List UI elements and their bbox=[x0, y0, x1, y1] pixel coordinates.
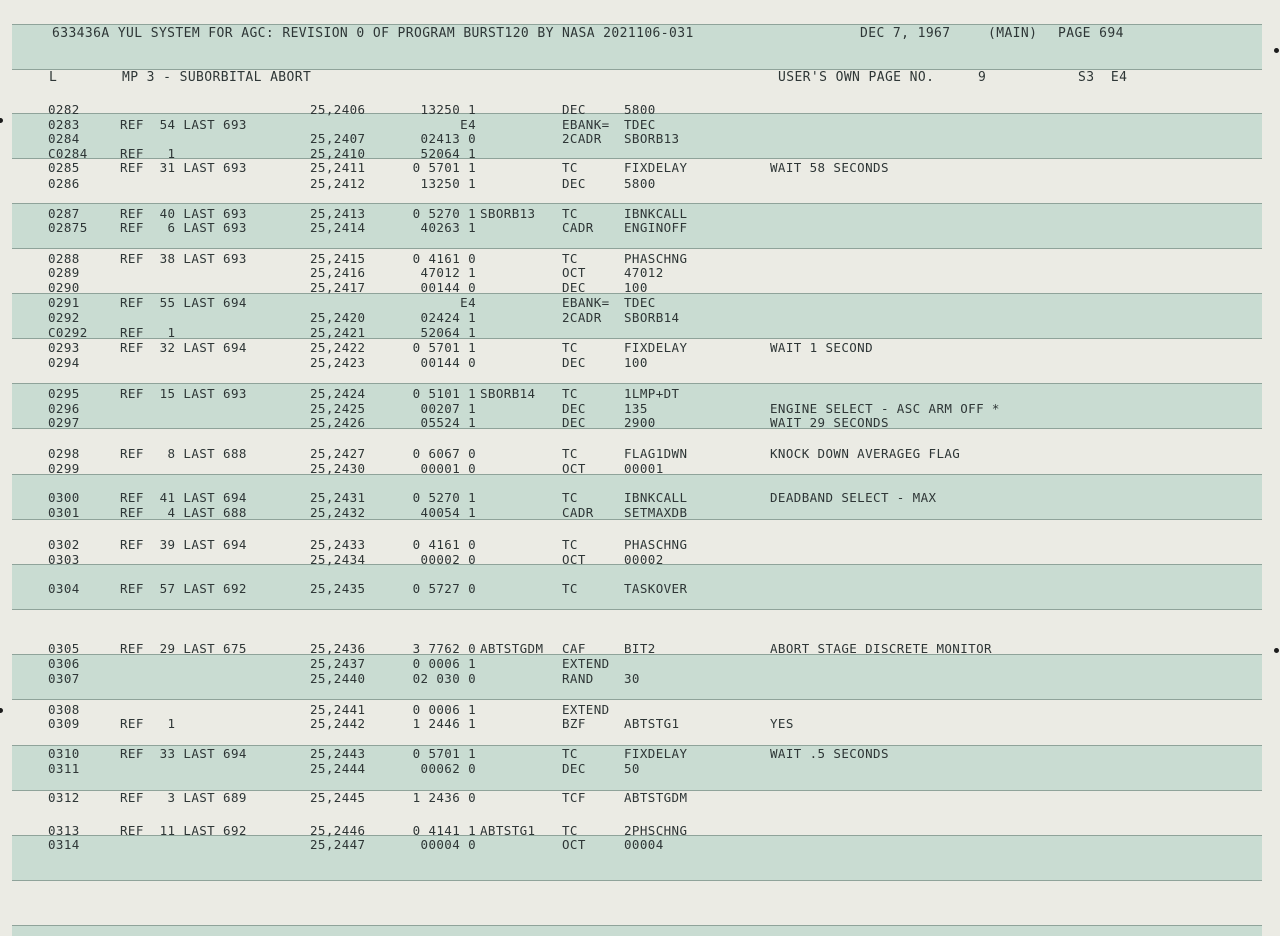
line-word: 02413 0 bbox=[420, 131, 476, 146]
line-operand: FIXDELAY bbox=[624, 746, 688, 761]
line-comment: DEADBAND SELECT - MAX bbox=[770, 490, 937, 505]
line-seq: 0291 bbox=[48, 295, 80, 310]
line-operand: SETMAXDB bbox=[624, 505, 688, 520]
line-operand: TDEC bbox=[624, 117, 656, 132]
line-seq: 0296 bbox=[48, 401, 80, 416]
line-addr: 25,2427 bbox=[310, 446, 366, 461]
line-ref: REF 54 LAST 693 bbox=[120, 117, 247, 132]
line-op: OCT bbox=[562, 265, 586, 280]
line-op: TC bbox=[562, 386, 578, 401]
line-op: DEC bbox=[562, 102, 586, 117]
line-op: RAND bbox=[562, 671, 594, 686]
line-operand: FIXDELAY bbox=[624, 160, 688, 175]
line-addr: 25,2422 bbox=[310, 340, 366, 355]
line-seq: 0285 bbox=[48, 160, 80, 175]
line-comment: YES bbox=[770, 716, 794, 731]
line-seq: 0294 bbox=[48, 355, 80, 370]
line-op: BZF bbox=[562, 716, 586, 731]
line-seq: 0292 bbox=[48, 310, 80, 325]
line-addr: 25,2434 bbox=[310, 552, 366, 567]
line-seq: 0312 bbox=[48, 790, 80, 805]
line-addr: 25,2417 bbox=[310, 280, 366, 295]
line-word: 0 0006 1 bbox=[412, 656, 476, 671]
listing-section: (MAIN) bbox=[988, 26, 1038, 41]
line-operand: IBNKCALL bbox=[624, 490, 688, 505]
line-comment: ENGINE SELECT - ASC ARM OFF * bbox=[770, 401, 1000, 416]
line-word: 0 4161 0 bbox=[412, 251, 476, 266]
line-seq: 0297 bbox=[48, 415, 80, 430]
users-page-label: USER'S OWN PAGE NO. bbox=[778, 70, 935, 85]
line-seq: 0290 bbox=[48, 280, 80, 295]
line-seq: 0314 bbox=[48, 837, 80, 852]
line-comment: WAIT 29 SECONDS bbox=[770, 415, 889, 430]
line-word: 47012 1 bbox=[420, 265, 476, 280]
line-word: 1 2446 1 bbox=[412, 716, 476, 731]
line-ref: REF 8 LAST 688 bbox=[120, 446, 247, 461]
line-ref: REF 1 bbox=[120, 146, 176, 161]
line-word: 0 4161 0 bbox=[412, 537, 476, 552]
line-addr: 25,2406 bbox=[310, 102, 366, 117]
line-seq: 0311 bbox=[48, 761, 80, 776]
line-operand: 100 bbox=[624, 355, 648, 370]
line-word: 00144 0 bbox=[420, 280, 476, 295]
band-rule bbox=[12, 248, 1262, 249]
line-ref: REF 40 LAST 693 bbox=[120, 206, 247, 221]
line-word: 00062 0 bbox=[420, 761, 476, 776]
line-addr: 25,2443 bbox=[310, 746, 366, 761]
line-ref: REF 39 LAST 694 bbox=[120, 537, 247, 552]
line-ref: REF 3 LAST 689 bbox=[120, 790, 247, 805]
line-addr: 25,2440 bbox=[310, 671, 366, 686]
line-op: TC bbox=[562, 340, 578, 355]
line-op: 2CADR bbox=[562, 310, 602, 325]
line-operand: 2PHSCHNG bbox=[624, 823, 688, 838]
line-word: 0 5101 1 bbox=[412, 386, 476, 401]
line-addr: 25,2407 bbox=[310, 131, 366, 146]
line-ref: REF 11 LAST 692 bbox=[120, 823, 247, 838]
line-label: SBORB13 bbox=[480, 206, 536, 221]
line-addr: 25,2441 bbox=[310, 702, 366, 717]
line-operand: 1LMP+DT bbox=[624, 386, 680, 401]
line-addr: 25,2421 bbox=[310, 325, 366, 340]
line-comment: WAIT 1 SECOND bbox=[770, 340, 874, 355]
line-word: 40263 1 bbox=[420, 220, 476, 235]
greenbar bbox=[12, 925, 1262, 936]
line-operand: 30 bbox=[624, 671, 640, 686]
line-ref: REF 38 LAST 693 bbox=[120, 251, 247, 266]
line-addr: 25,2424 bbox=[310, 386, 366, 401]
line-ref: REF 1 bbox=[120, 716, 176, 731]
line-label: ABTSTG1 bbox=[480, 823, 536, 838]
line-addr: 25,2426 bbox=[310, 415, 366, 430]
line-seq: 0308 bbox=[48, 702, 80, 717]
routine-title: MP 3 - SUBORBITAL ABORT bbox=[122, 70, 312, 85]
line-operand: 5800 bbox=[624, 176, 656, 191]
line-op: TC bbox=[562, 746, 578, 761]
line-addr: 25,2437 bbox=[310, 656, 366, 671]
line-seq: 0286 bbox=[48, 176, 80, 191]
line-op: CAF bbox=[562, 641, 586, 656]
line-addr: 25,2430 bbox=[310, 461, 366, 476]
line-word: 0 0006 1 bbox=[412, 702, 476, 717]
line-seq: 0303 bbox=[48, 552, 80, 567]
line-addr: 25,2416 bbox=[310, 265, 366, 280]
line-comment: ABORT STAGE DISCRETE MONITOR bbox=[770, 641, 992, 656]
line-seq: 0293 bbox=[48, 340, 80, 355]
line-op: TC bbox=[562, 537, 578, 552]
line-ref: REF 55 LAST 694 bbox=[120, 295, 247, 310]
line-operand: 100 bbox=[624, 280, 648, 295]
line-comment: KNOCK DOWN AVERAGEG FLAG bbox=[770, 446, 961, 461]
line-operand: 00004 bbox=[624, 837, 664, 852]
line-addr: 25,2442 bbox=[310, 716, 366, 731]
line-comment: WAIT 58 SECONDS bbox=[770, 160, 889, 175]
line-operand: FLAG1DWN bbox=[624, 446, 688, 461]
binder-hole-mark bbox=[0, 708, 3, 713]
line-addr: 25,2412 bbox=[310, 176, 366, 191]
line-ref: REF 4 LAST 688 bbox=[120, 505, 247, 520]
line-word: 0 5270 1 bbox=[412, 490, 476, 505]
line-op: OCT bbox=[562, 552, 586, 567]
line-seq: 0295 bbox=[48, 386, 80, 401]
listing-title: 633436A YUL SYSTEM FOR AGC: REVISION 0 OF PROGRAM BURST120 BY NASA 2021106-031 bbox=[52, 26, 694, 41]
line-word: 00001 0 bbox=[420, 461, 476, 476]
line-label: SBORB14 bbox=[480, 386, 536, 401]
line-addr: 25,2413 bbox=[310, 206, 366, 221]
line-seq: C0284 bbox=[48, 146, 88, 161]
listing-date: DEC 7, 1967 bbox=[860, 26, 951, 41]
line-seq: 0282 bbox=[48, 102, 80, 117]
line-operand: 50 bbox=[624, 761, 640, 776]
line-addr: 25,2411 bbox=[310, 160, 366, 175]
line-word: 0 5701 1 bbox=[412, 160, 476, 175]
line-op: DEC bbox=[562, 176, 586, 191]
line-ref: REF 15 LAST 693 bbox=[120, 386, 247, 401]
line-operand: BIT2 bbox=[624, 641, 656, 656]
line-op: EXTEND bbox=[562, 656, 610, 671]
line-word: E4 bbox=[460, 295, 476, 310]
line-addr: 25,2444 bbox=[310, 761, 366, 776]
band-rule bbox=[12, 699, 1262, 700]
line-addr: 25,2446 bbox=[310, 823, 366, 838]
line-ref: REF 57 LAST 692 bbox=[120, 581, 247, 596]
line-word: 0 5270 1 bbox=[412, 206, 476, 221]
line-operand: TASKOVER bbox=[624, 581, 688, 596]
line-ref: REF 6 LAST 693 bbox=[120, 220, 247, 235]
line-op: EBANK= bbox=[562, 117, 610, 132]
line-word: 52064 1 bbox=[420, 325, 476, 340]
line-seq: 0284 bbox=[48, 131, 80, 146]
line-word: 13250 1 bbox=[420, 176, 476, 191]
line-operand: TDEC bbox=[624, 295, 656, 310]
line-operand: 2900 bbox=[624, 415, 656, 430]
line-op: TC bbox=[562, 490, 578, 505]
line-op: DEC bbox=[562, 401, 586, 416]
band-rule bbox=[12, 338, 1262, 339]
line-seq: 0313 bbox=[48, 823, 80, 838]
line-addr: 25,2436 bbox=[310, 641, 366, 656]
binder-hole-mark bbox=[0, 118, 3, 123]
binder-hole-mark bbox=[1274, 648, 1279, 653]
line-operand: 47012 bbox=[624, 265, 664, 280]
band-rule bbox=[12, 880, 1262, 881]
line-seq: 0302 bbox=[48, 537, 80, 552]
page-number: PAGE 694 bbox=[1058, 26, 1124, 41]
line-addr: 25,2433 bbox=[310, 537, 366, 552]
line-operand: ENGINOFF bbox=[624, 220, 688, 235]
line-word: E4 bbox=[460, 117, 476, 132]
line-word: 0 5701 1 bbox=[412, 340, 476, 355]
band-rule bbox=[12, 158, 1262, 159]
line-seq: 0306 bbox=[48, 656, 80, 671]
line-seq: 0283 bbox=[48, 117, 80, 132]
line-op: CADR bbox=[562, 505, 594, 520]
line-op: TC bbox=[562, 581, 578, 596]
line-operand: 00002 bbox=[624, 552, 664, 567]
line-word: 40054 1 bbox=[420, 505, 476, 520]
line-addr: 25,2415 bbox=[310, 251, 366, 266]
line-seq: C0292 bbox=[48, 325, 88, 340]
line-word: 0 5701 1 bbox=[412, 746, 476, 761]
line-op: TC bbox=[562, 160, 578, 175]
line-label: ABTSTGDM bbox=[480, 641, 544, 656]
line-seq: 0305 bbox=[48, 641, 80, 656]
line-seq: 0307 bbox=[48, 671, 80, 686]
line-seq: 0310 bbox=[48, 746, 80, 761]
line-op: EBANK= bbox=[562, 295, 610, 310]
line-word: 0 5727 0 bbox=[412, 581, 476, 596]
line-operand: 135 bbox=[624, 401, 648, 416]
line-operand: SBORB14 bbox=[624, 310, 680, 325]
line-word: 13250 1 bbox=[420, 102, 476, 117]
line-word: 0 4141 1 bbox=[412, 823, 476, 838]
line-ref: REF 41 LAST 694 bbox=[120, 490, 247, 505]
line-seq: 0300 bbox=[48, 490, 80, 505]
line-ref: REF 29 LAST 675 bbox=[120, 641, 247, 656]
line-word: 1 2436 0 bbox=[412, 790, 476, 805]
line-operand: ABTSTG1 bbox=[624, 716, 680, 731]
line-seq: 0304 bbox=[48, 581, 80, 596]
line-ref: REF 32 LAST 694 bbox=[120, 340, 247, 355]
line-op: TC bbox=[562, 206, 578, 221]
listing-sheet bbox=[12, 0, 1262, 935]
line-addr: 25,2432 bbox=[310, 505, 366, 520]
line-word: 00207 1 bbox=[420, 401, 476, 416]
line-addr: 25,2445 bbox=[310, 790, 366, 805]
line-op: DEC bbox=[562, 761, 586, 776]
line-op: OCT bbox=[562, 837, 586, 852]
line-operand: ABTSTGDM bbox=[624, 790, 688, 805]
line-word: 00144 0 bbox=[420, 355, 476, 370]
binder-hole-mark bbox=[1274, 48, 1279, 53]
line-op: OCT bbox=[562, 461, 586, 476]
line-word: 52064 1 bbox=[420, 146, 476, 161]
line-seq: 0287 bbox=[48, 206, 80, 221]
users-page-number: 9 bbox=[978, 70, 987, 85]
line-addr: 25,2431 bbox=[310, 490, 366, 505]
line-seq: 0309 bbox=[48, 716, 80, 731]
line-op: CADR bbox=[562, 220, 594, 235]
line-operand: 00001 bbox=[624, 461, 664, 476]
line-addr: 25,2435 bbox=[310, 581, 366, 596]
line-seq: 02875 bbox=[48, 220, 88, 235]
log-section-letter: L bbox=[49, 70, 58, 85]
line-word: 02424 1 bbox=[420, 310, 476, 325]
line-word: 02 030 0 bbox=[412, 671, 476, 686]
line-op: EXTEND bbox=[562, 702, 610, 717]
line-word: 0 6067 0 bbox=[412, 446, 476, 461]
line-addr: 25,2420 bbox=[310, 310, 366, 325]
line-ref: REF 31 LAST 693 bbox=[120, 160, 247, 175]
line-operand: 5800 bbox=[624, 102, 656, 117]
line-seq: 0298 bbox=[48, 446, 80, 461]
line-seq: 0301 bbox=[48, 505, 80, 520]
line-operand: FIXDELAY bbox=[624, 340, 688, 355]
line-comment: WAIT .5 SECONDS bbox=[770, 746, 889, 761]
line-seq: 0299 bbox=[48, 461, 80, 476]
line-addr: 25,2447 bbox=[310, 837, 366, 852]
bank-code: S3 E4 bbox=[1078, 70, 1128, 85]
line-word: 00004 0 bbox=[420, 837, 476, 852]
line-operand: PHASCHNG bbox=[624, 251, 688, 266]
line-word: 3 7762 0 bbox=[412, 641, 476, 656]
line-operand: IBNKCALL bbox=[624, 206, 688, 221]
line-op: 2CADR bbox=[562, 131, 602, 146]
line-ref: REF 33 LAST 694 bbox=[120, 746, 247, 761]
line-ref: REF 1 bbox=[120, 325, 176, 340]
line-addr: 25,2425 bbox=[310, 401, 366, 416]
line-op: TC bbox=[562, 823, 578, 838]
line-addr: 25,2414 bbox=[310, 220, 366, 235]
line-addr: 25,2423 bbox=[310, 355, 366, 370]
line-word: 00002 0 bbox=[420, 552, 476, 567]
line-op: DEC bbox=[562, 280, 586, 295]
line-word: 05524 1 bbox=[420, 415, 476, 430]
line-seq: 0289 bbox=[48, 265, 80, 280]
line-seq: 0288 bbox=[48, 251, 80, 266]
line-addr: 25,2410 bbox=[310, 146, 366, 161]
line-op: TC bbox=[562, 251, 578, 266]
line-op: DEC bbox=[562, 355, 586, 370]
band-rule bbox=[12, 609, 1262, 610]
line-op: DEC bbox=[562, 415, 586, 430]
line-op: TCF bbox=[562, 790, 586, 805]
line-op: TC bbox=[562, 446, 578, 461]
line-operand: PHASCHNG bbox=[624, 537, 688, 552]
line-operand: SBORB13 bbox=[624, 131, 680, 146]
